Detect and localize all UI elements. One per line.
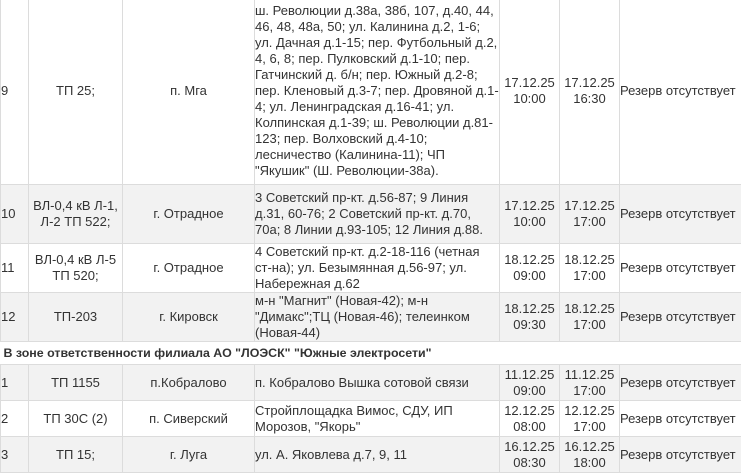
locality-cell: п. Сиверский	[123, 401, 255, 437]
start-date: 18.12.25	[500, 301, 559, 317]
start-date: 16.12.25	[500, 439, 559, 455]
table-row	[1, 437, 741, 473]
start-time: 10:00	[500, 91, 559, 107]
end-datetime	[560, 244, 620, 293]
end-datetime	[560, 437, 620, 473]
end-datetime	[560, 365, 620, 401]
end-datetime	[560, 401, 620, 437]
end-date: 18.12.25	[560, 301, 619, 317]
start-time: 09:00	[500, 383, 559, 399]
object-cell: ТП 15;	[29, 437, 123, 473]
start-date: 17.12.25	[500, 75, 559, 91]
reserve-status: Резерв отсутствует	[620, 437, 741, 473]
locality-cell: г. Отрадное	[123, 244, 255, 293]
address-cell: ул. А. Яковлева д.7, 9, 11	[255, 437, 500, 473]
end-time: 17:00	[560, 317, 619, 333]
start-datetime	[500, 401, 560, 437]
start-date: 11.12.25	[500, 367, 559, 383]
table-row	[1, 0, 741, 185]
start-datetime	[500, 293, 560, 342]
start-time: 09:30	[500, 317, 559, 333]
table-row	[1, 185, 741, 244]
start-date: 18.12.25	[500, 252, 559, 268]
end-datetime	[560, 293, 620, 342]
start-time: 09:00	[500, 268, 559, 284]
end-date: 12.12.25	[560, 403, 619, 419]
end-time: 16:30	[560, 91, 619, 107]
reserve-status: Резерв отсутствует	[620, 244, 741, 293]
start-datetime	[500, 244, 560, 293]
start-date: 12.12.25	[500, 403, 559, 419]
address-cell: 3 Советский пр-кт. д.56-87; 9 Линия д.31, 60-76; 2 Советский пр-кт. д.70, 70а; 8 Линии д.93-105; 12 Линия д.88.	[255, 185, 500, 244]
end-date: 18.12.25	[560, 252, 619, 268]
end-time: 17:00	[560, 383, 619, 399]
end-time: 17:00	[560, 214, 619, 230]
row-number: 3	[1, 437, 29, 473]
address-cell: м-н "Магнит" (Новая-42); м-н "Димакс";ТЦ (Новая-46); телеинком (Новая-44)	[255, 293, 500, 342]
address-cell: ш. Революции д.38а, 38б, 107, д.40, 44, 46, 48, 48а, 50; ул. Калинина д.2, 1-6; ул. Дачная д.1-15; пер. Футбольный д.2, 4, 6, 8; пер. Пулковский д.1-10; пер. Гатчинский д. б/н; пер. Южный д.2-8; пер. Кленовый д.3-7; пер. Дровяной д.1-4; ул. Ленинградская д.16-41; ул. Колпинская д.1-39; ш. Революции д.81-123; пер. Волховский д.4-10; лесничество (Калинина-11); ЧП "Якушик" (Ш. Революции-38а).	[255, 0, 500, 185]
row-number: 11	[1, 244, 29, 293]
reserve-status: Резерв отсутствует	[620, 185, 741, 244]
row-number: 10	[1, 185, 29, 244]
table-row	[1, 293, 741, 342]
reserve-status: Резерв отсутствует	[620, 0, 741, 185]
end-datetime	[560, 185, 620, 244]
address-cell: п. Кобралово Вышка сотовой связи	[255, 365, 500, 401]
object-cell: ТП 30С (2)	[29, 401, 123, 437]
row-number: 2	[1, 401, 29, 437]
reserve-status: Резерв отсутствует	[620, 401, 741, 437]
locality-cell: г. Кировск	[123, 293, 255, 342]
end-date: 17.12.25	[560, 75, 619, 91]
end-datetime	[560, 0, 620, 185]
object-cell: ТП 25;	[29, 0, 123, 185]
section-title: В зоне ответственности филиала АО "ЛОЭСК" "Южные электросети"	[1, 342, 741, 365]
locality-cell: п. Мга	[123, 0, 255, 185]
address-cell: Стройплощадка Вимос, СДУ, ИП Морозов, "Якорь"	[255, 401, 500, 437]
start-datetime	[500, 185, 560, 244]
start-datetime	[500, 0, 560, 185]
locality-cell: г. Отрадное	[123, 185, 255, 244]
reserve-status: Резерв отсутствует	[620, 293, 741, 342]
row-number: 12	[1, 293, 29, 342]
start-time: 08:00	[500, 419, 559, 435]
start-datetime	[500, 365, 560, 401]
end-date: 17.12.25	[560, 198, 619, 214]
end-time: 18:00	[560, 455, 619, 471]
reserve-status: Резерв отсутствует	[620, 365, 741, 401]
table-row	[1, 365, 741, 401]
start-time: 10:00	[500, 214, 559, 230]
end-time: 17:00	[560, 268, 619, 284]
object-cell: ВЛ-0,4 кВ Л-1, Л-2 ТП 522;	[29, 185, 123, 244]
table-row	[1, 401, 741, 437]
row-number: 1	[1, 365, 29, 401]
object-cell: ТП 1155	[29, 365, 123, 401]
address-cell: 4 Советский пр-кт. д.2-18-116 (четная ст-на); ул. Безымянная д.56-97; ул. Набережная д.62	[255, 244, 500, 293]
locality-cell: г. Луга	[123, 437, 255, 473]
table-row	[1, 244, 741, 293]
object-cell: ТП-203	[29, 293, 123, 342]
start-datetime	[500, 437, 560, 473]
end-time: 17:00	[560, 419, 619, 435]
object-cell: ВЛ-0,4 кВ Л-5 ТП 520;	[29, 244, 123, 293]
section-header-row	[1, 342, 741, 365]
locality-cell: п.Кобралово	[123, 365, 255, 401]
row-number: 9	[1, 0, 29, 185]
start-date: 17.12.25	[500, 198, 559, 214]
end-date: 16.12.25	[560, 439, 619, 455]
start-time: 08:30	[500, 455, 559, 471]
end-date: 11.12.25	[560, 367, 619, 383]
